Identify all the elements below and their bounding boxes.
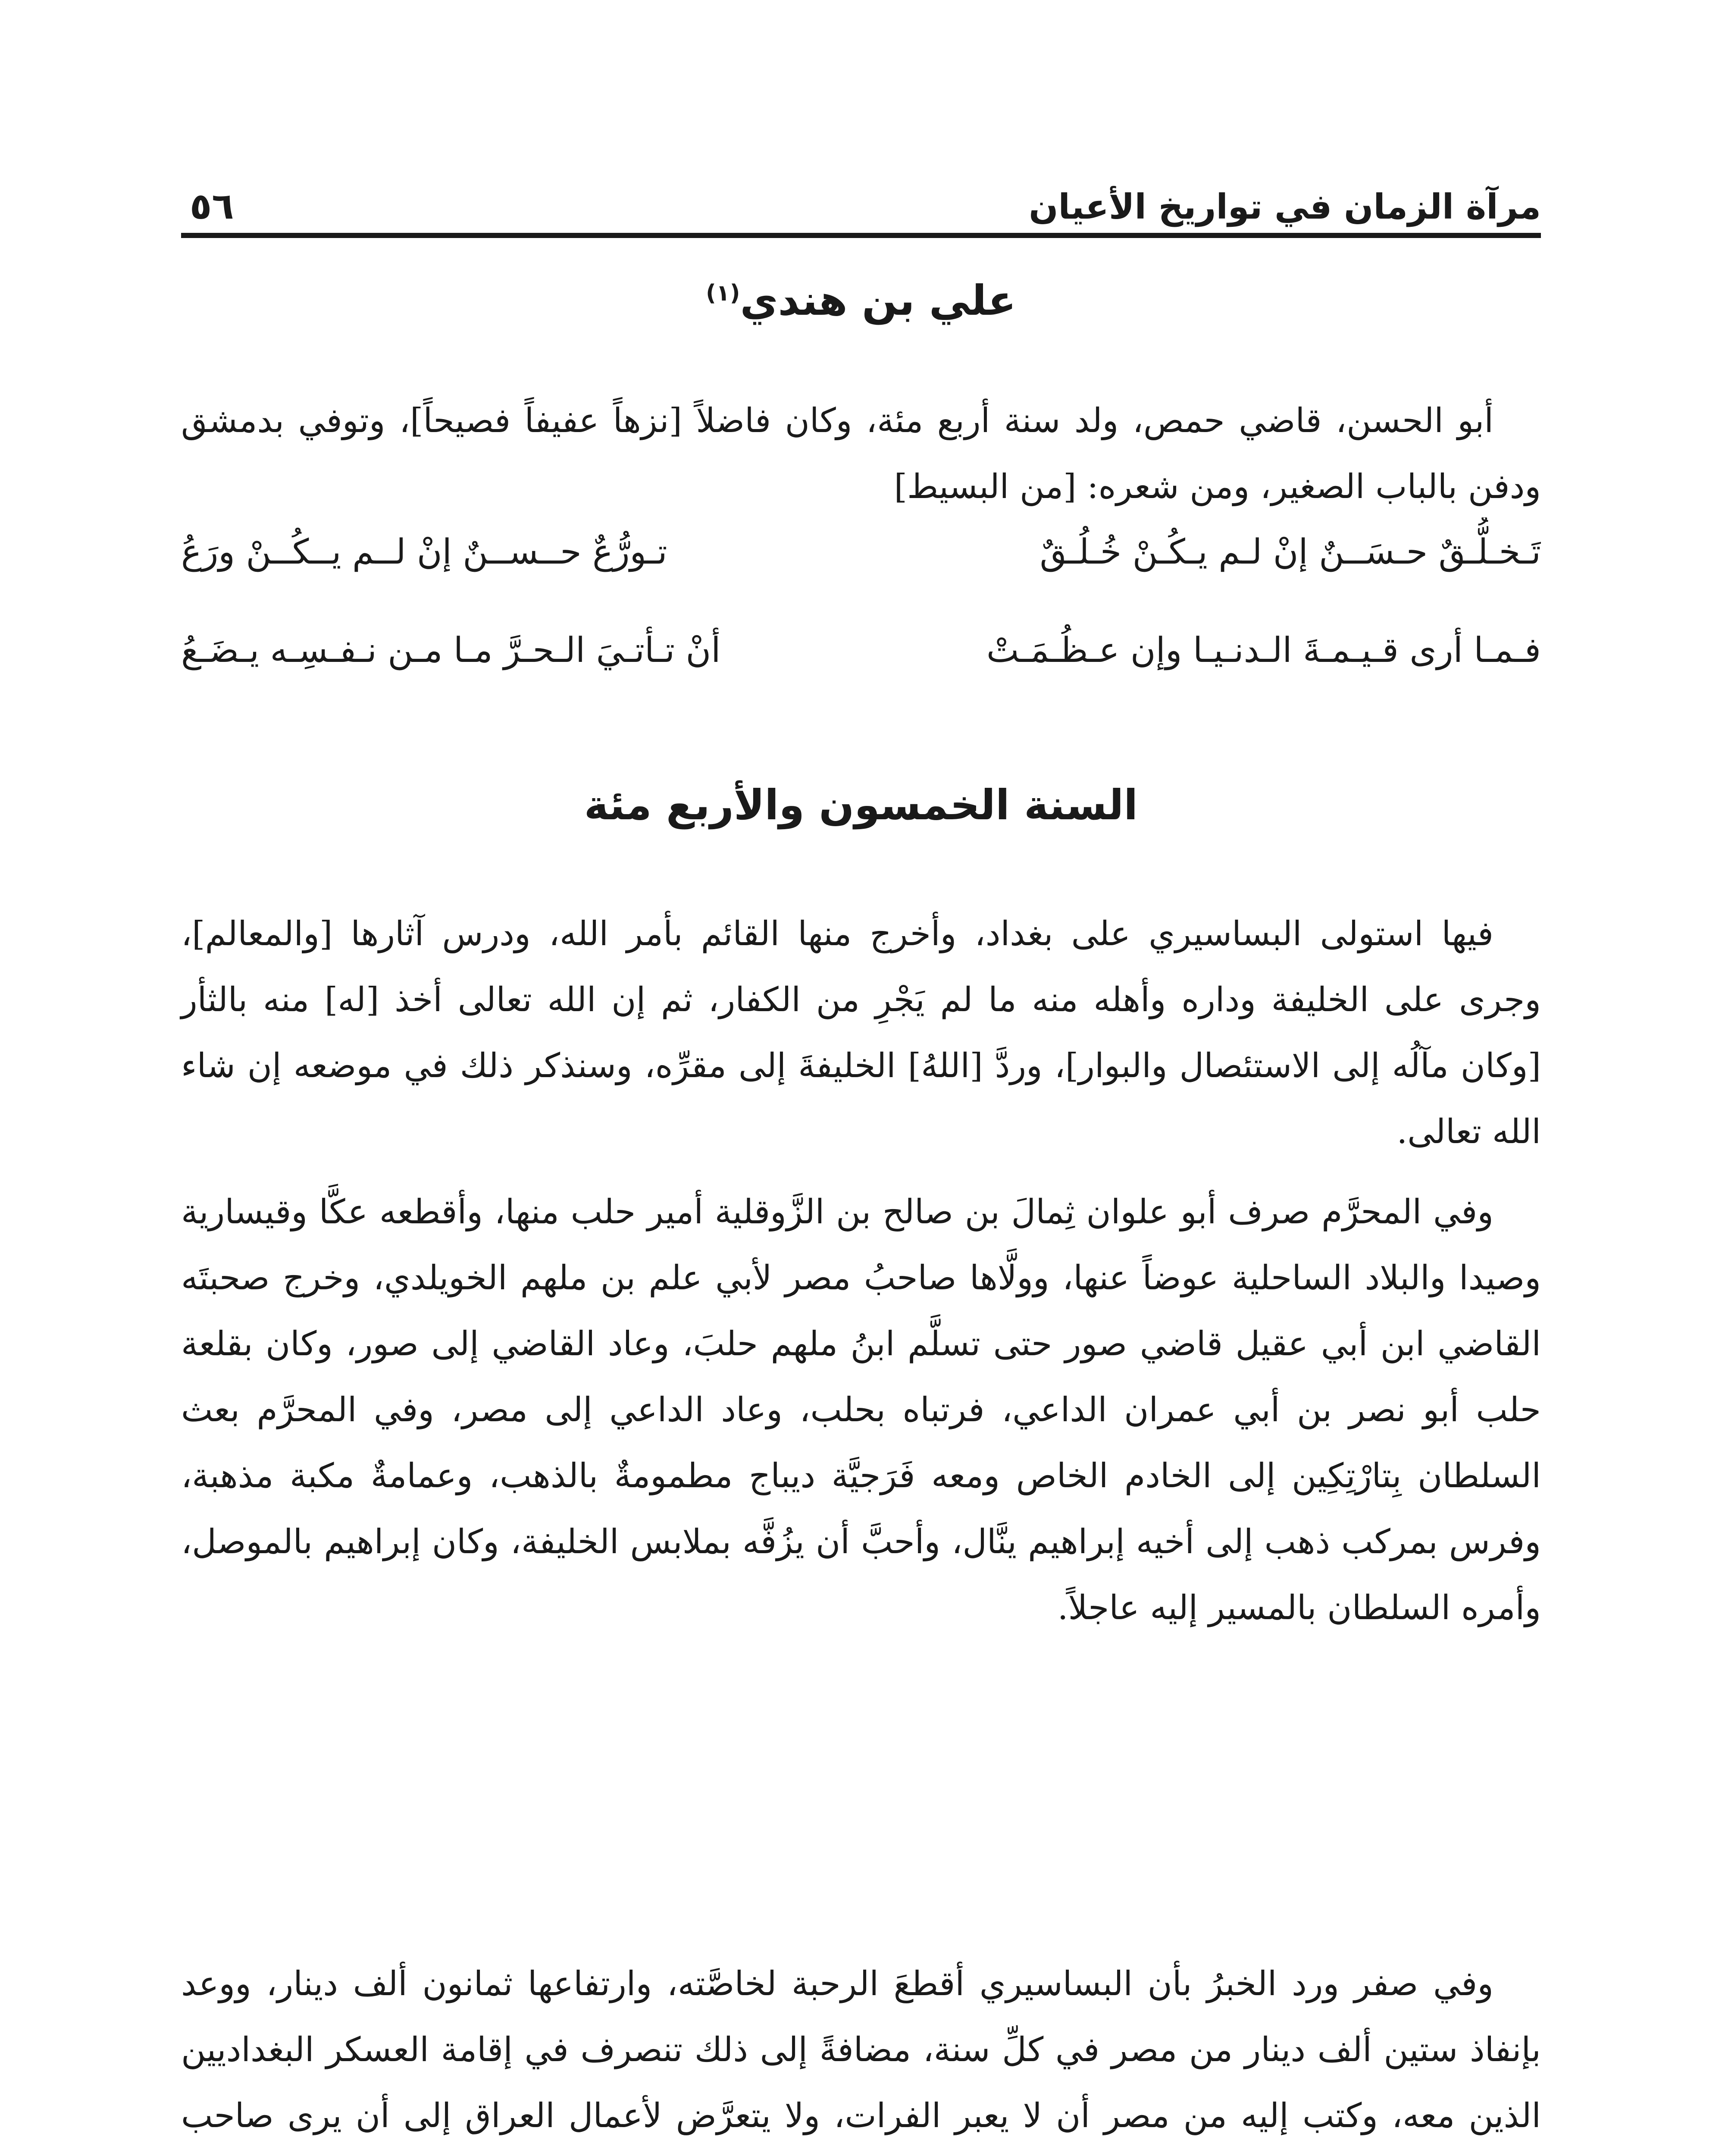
biography-heading [181, 276, 1541, 326]
verse-1-first-hemistich: تَـخـلُّـقٌ حـسَــنٌ إنْ لـم يـكُـنْ خُـلُـقٌ [1039, 532, 1541, 572]
verse-2-first-hemistich: فـمـا أرى قـيـمـةَ الـدنـيـا وإن عـظُـمَـتْ [986, 630, 1541, 670]
page-header [190, 160, 1541, 227]
header-rule [181, 233, 1541, 238]
biography-title: علي بن هندي [740, 276, 1016, 325]
paragraph: وفي صفر ورد الخبرُ بأن البساسيري أقطعَ الرحبة لخاصَّته، وارتفاعها ثمانون ألف دينار، ووعد بإنفاذ ستين ألف دينار من مصر في كلِّ سنة، مضافةً إلى ذلك تنصرف في إقامة العسكر البغداديين الذين معه، وكتب إليه من مصر أن لا يعبر الفرات، ولا يتعرَّض لأعمال العراق إلى أن يرى صاحب [181, 1965, 1541, 2135]
page-number: ٥٦ [190, 185, 234, 227]
paragraph: فيها استولى البساسيري على بغداد، وأخرج منها القائم بأمر الله، ودرس آثارها [والمعالم]، وجرى على الخليفة وداره وأهله منه ما لم يَجْرِ من الكفار، ثم إن الله تعالى أخذ [له] منه بالثأر [وكان مآلُه إلى الاستئصال والبوار]، وردَّ [اللهُ] الخليفةَ إلى مقرِّه، وسنذكر ذلك في موضعه إن شاء الله تعالى. [181, 915, 1541, 1151]
poem-verse-2 [181, 616, 1541, 685]
year-section-para-2 [181, 1179, 1541, 1641]
year-section-para-3 [181, 1951, 1541, 2156]
verse-1-second-hemistich: تـورُّعٌ حــســنٌ إنْ لــم يــكُــنْ ورَعُ [181, 532, 667, 572]
footnote-marker: (١) [706, 280, 740, 306]
verse-2-second-hemistich: أنْ تـأتـيَ الـحـرَّ مـا مـن نـفـسِـه يـضَـعُ [181, 630, 721, 670]
year-section-para-1 [181, 901, 1541, 1165]
poem-verse-1 [181, 517, 1541, 586]
year-section-heading: السنة الخمسون والأربع مئة [584, 781, 1138, 829]
biography-paragraph: أبو الحسن، قاضي حمص، ولد سنة أربع مئة، وكان فاضلاً [نزهاً عفيفاً فصيحاً]، وتوفي بدمشق ودفن بالباب الصغير، ومن شعره: [من البسيط] [181, 401, 1541, 506]
biography-text [181, 388, 1541, 520]
paragraph: وفي المحرَّم صرف أبو علوان ثِمالَ بن صالح بن الزَّوقلية أمير حلب منها، وأقطعه عكَّا وقيسارية وصيدا والبلاد الساحلية عوضاً عنها، وولَّاها صاحبُ مصر لأبي علم بن ملهم الخويلدي، وخرج صحبتَه القاضي ابن أبي عقيل قاضي صور حتى تسلَّم ابنُ ملهم حلبَ، وعاد القاضي إلى صور، وكان بقلعة حلب أبو نصر بن أبي عمران الداعي، فرتباه بحلب، وعاد الداعي إلى مصر، وفي المحرَّم بعث السلطان بِتارْتِكِين إلى الخادم الخاص ومعه فَرَجيَّة ديباج مطمومةٌ بالذهب، وعمامةٌ مكبة مذهبة، وفرس بمركب ذهب إلى أخيه إبراهيم ينَّال، وأحبَّ أن يزُفَّه بملابس الخليفة، وكان إبراهيم بالموصل، وأمره السلطان بالمسير إليه عاجلاً. [181, 1193, 1541, 1627]
running-title: مرآة الزمان في تواريخ الأعيان [1029, 187, 1541, 227]
